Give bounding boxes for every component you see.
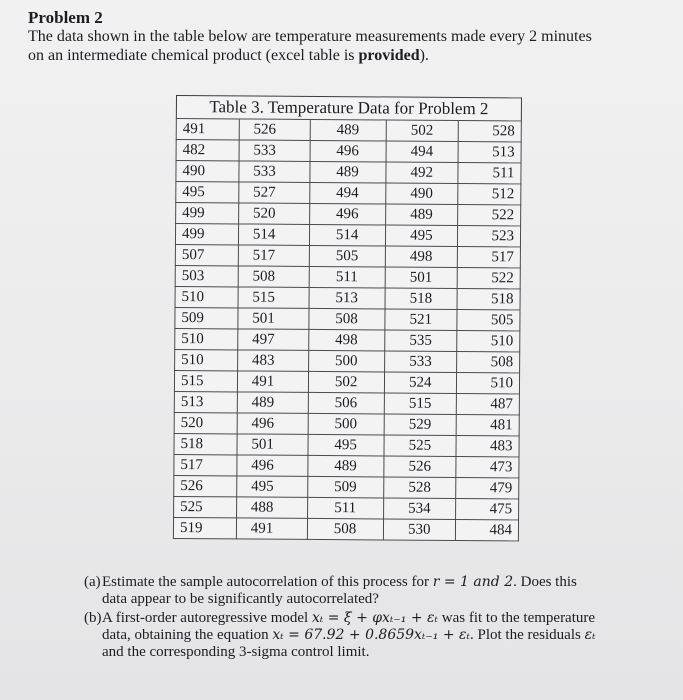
table-cell: 502 <box>308 371 384 393</box>
table-row <box>173 517 518 540</box>
table-cell: 522 <box>457 267 520 288</box>
table-cell: 490 <box>385 183 458 205</box>
table-cell: 529 <box>384 414 457 436</box>
table-cell: 489 <box>385 204 458 226</box>
table-cell: 500 <box>308 413 384 435</box>
table-cell: 487 <box>456 393 519 414</box>
table-cell: 508 <box>238 266 309 287</box>
table-cell: 510 <box>175 349 238 370</box>
table-row <box>175 328 520 351</box>
table-cell: 517 <box>174 454 237 475</box>
table-cell: 512 <box>458 183 521 204</box>
table-row <box>174 391 519 414</box>
table-cell: 533 <box>384 351 457 373</box>
table-cell: 495 <box>176 182 239 203</box>
table-cell: 498 <box>385 246 458 268</box>
table-cell: 534 <box>383 498 456 520</box>
fitted-equation: xₜ = 67.92 + 0.8659xₜ₋₁ + εₜ <box>272 627 470 643</box>
table-cell: 523 <box>458 225 521 246</box>
table-row <box>174 433 519 456</box>
question-a-line-2: data appear to be significantly autocorrelated? <box>102 591 379 607</box>
question-b-text: A first-order autoregressive model <box>102 610 312 626</box>
ar1-model: xₜ = ξ + φxₜ₋₁ + εₜ <box>311 610 439 626</box>
table-cell: 503 <box>175 265 238 286</box>
question-b-label: (b) <box>84 610 102 626</box>
table-cell: 501 <box>237 434 308 455</box>
table-cell: 515 <box>384 393 457 415</box>
lag-values: r = 1 and 2 <box>432 574 514 590</box>
table-cell: 514 <box>309 224 385 246</box>
table-cell: 510 <box>175 328 238 349</box>
table-cell: 495 <box>308 434 384 456</box>
table-cell: 489 <box>237 392 308 413</box>
table-cell: 510 <box>457 330 520 351</box>
table-cell: 508 <box>457 351 520 372</box>
table-cell: 498 <box>308 329 384 351</box>
table-cell: 500 <box>308 350 384 372</box>
table-cell: 533 <box>239 161 310 182</box>
table-cell: 514 <box>238 224 309 245</box>
table-cell: 525 <box>384 435 457 457</box>
table-cell: 510 <box>457 372 520 393</box>
table-cell: 495 <box>385 225 458 247</box>
table-row <box>174 475 519 498</box>
table-row <box>175 349 520 372</box>
table-row <box>175 265 520 288</box>
table-cell: 508 <box>309 308 385 330</box>
table-row <box>175 307 520 330</box>
table-cell: 483 <box>237 350 308 371</box>
table-cell: 527 <box>239 182 310 203</box>
problem-title: Problem 2 <box>28 8 103 27</box>
table-cell: 511 <box>307 497 383 519</box>
table-cell: 506 <box>308 392 384 414</box>
table-cell: 499 <box>175 224 238 245</box>
table-cell: 507 <box>175 244 238 265</box>
table-cell: 515 <box>238 287 309 308</box>
question-a-line-1 <box>102 574 674 591</box>
table-cell: 518 <box>174 433 237 454</box>
table-cell: 475 <box>456 498 519 519</box>
temperature-data-grid <box>173 118 522 541</box>
table-cell: 484 <box>456 519 519 540</box>
table-cell: 520 <box>238 203 309 224</box>
table-cell: 515 <box>174 370 237 391</box>
table-cell: 524 <box>384 372 457 394</box>
table-row <box>176 140 521 163</box>
table-cell: 501 <box>238 308 309 329</box>
question-b-text-2: data, obtaining the equation <box>102 627 273 643</box>
table-cell: 508 <box>307 518 383 540</box>
table-row <box>176 203 521 226</box>
table-cell: 488 <box>236 497 307 518</box>
table-cell: 496 <box>237 455 308 476</box>
table-row <box>175 224 520 247</box>
questions <box>84 574 674 663</box>
table-cell: 510 <box>175 286 238 307</box>
intro-text-end: ). <box>419 47 429 64</box>
table-cell: 489 <box>307 455 383 477</box>
question-b-text-3: . Plot the residuals <box>470 627 585 643</box>
question-b-line-1 <box>102 610 674 627</box>
table-cell: 513 <box>174 391 237 412</box>
table-cell: 521 <box>384 309 457 331</box>
table-cell: 489 <box>310 119 386 141</box>
table-cell: 473 <box>456 456 519 477</box>
table-row <box>174 454 519 477</box>
table-cell: 528 <box>458 120 521 141</box>
table-row <box>174 496 519 519</box>
table-cell: 526 <box>383 456 456 478</box>
question-a-text: Estimate the sample autocorrelation of this process for <box>102 574 433 590</box>
intro-text: on an intermediate chemical product (excel table is <box>28 47 359 64</box>
table-cell: 505 <box>309 245 385 267</box>
question-b-line-3: and the corresponding 3-sigma control limit. <box>102 644 370 660</box>
table-cell: 505 <box>457 309 520 330</box>
table-row <box>176 119 521 142</box>
table-cell: 494 <box>386 141 459 163</box>
question-a-label: (a) <box>84 574 101 590</box>
table-cell: 501 <box>385 267 458 289</box>
table-cell: 522 <box>458 204 521 225</box>
table-cell: 496 <box>309 203 385 225</box>
table-cell: 483 <box>456 435 519 456</box>
question-b-text-mid: was fit to the temperature <box>438 610 596 626</box>
table-cell: 519 <box>173 517 236 538</box>
table-cell: 490 <box>176 161 239 182</box>
table-row <box>174 412 519 435</box>
table-cell: 492 <box>385 162 458 184</box>
question-a <box>84 574 674 608</box>
table-cell: 511 <box>458 162 521 183</box>
question-b <box>84 610 674 661</box>
intro-line-2 <box>28 46 678 65</box>
table-cell: 481 <box>456 414 519 435</box>
table-cell: 496 <box>237 413 308 434</box>
table-cell: 517 <box>457 246 520 267</box>
table-cell: 511 <box>309 266 385 288</box>
table-cell: 526 <box>174 475 237 496</box>
table-row <box>175 244 520 267</box>
residual-symbol: εₜ <box>584 627 596 643</box>
table-cell: 491 <box>236 518 307 539</box>
table-row <box>176 161 521 184</box>
table-cell: 518 <box>457 288 520 309</box>
table-cell: 496 <box>310 140 386 162</box>
table-row <box>176 182 521 205</box>
table-cell: 528 <box>383 477 456 499</box>
table-cell: 491 <box>237 371 308 392</box>
problem-intro <box>28 27 678 65</box>
table-cell: 489 <box>310 161 386 183</box>
table-cell: 513 <box>309 287 385 309</box>
table-cell: 513 <box>458 141 521 162</box>
table-cell: 517 <box>238 245 309 266</box>
table-cell: 495 <box>237 476 308 497</box>
table-cell: 530 <box>383 519 456 541</box>
table-caption: Table 3. Temperature Data for Problem 2 <box>176 95 522 120</box>
table-cell: 518 <box>385 288 458 310</box>
intro-provided-bold: provided <box>358 47 420 64</box>
question-a-text-end: . Does this <box>513 574 577 590</box>
table-cell: 533 <box>239 140 310 161</box>
table-cell: 494 <box>309 182 385 204</box>
table-cell: 526 <box>239 119 310 140</box>
table-cell: 502 <box>386 120 459 142</box>
table-cell: 482 <box>176 140 239 161</box>
table-cell: 491 <box>176 119 239 140</box>
table-cell: 497 <box>238 329 309 350</box>
table-cell: 509 <box>307 476 383 498</box>
table-cell: 499 <box>176 203 239 224</box>
table-cell: 520 <box>174 412 237 433</box>
table-cell: 535 <box>384 330 457 352</box>
table-cell: 479 <box>456 477 519 498</box>
question-b-line-2 <box>102 627 674 644</box>
temperature-table <box>173 95 522 541</box>
table-cell: 525 <box>174 496 237 517</box>
table-cell: 509 <box>175 307 238 328</box>
table-row <box>175 286 520 309</box>
table-row <box>174 370 519 393</box>
intro-line-1: The data shown in the table below are temperature measurements made every 2 minutes <box>28 28 592 45</box>
